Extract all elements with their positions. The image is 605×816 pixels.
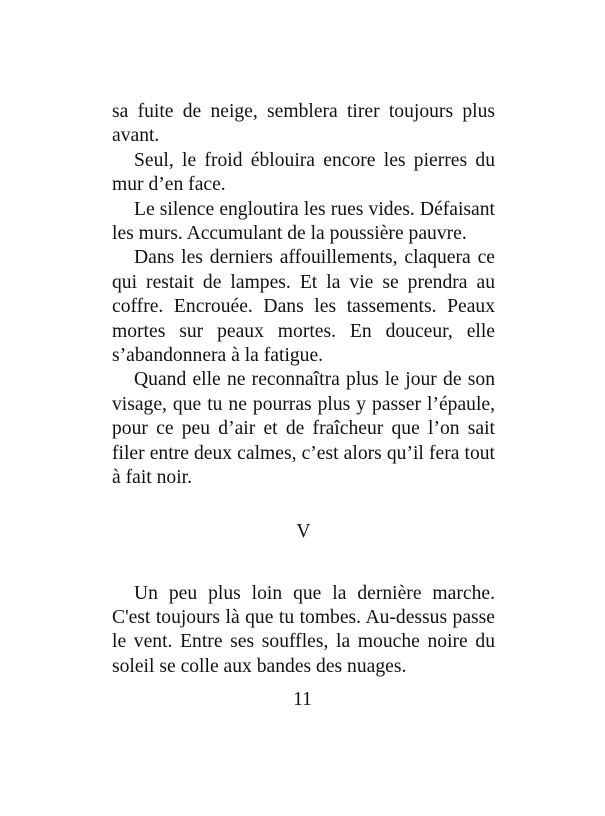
paragraph-continued: sa fuite de neige, semblera tirer toujours plus avant. xyxy=(112,101,495,147)
page-body xyxy=(112,100,495,679)
page-number: 11 xyxy=(293,689,312,710)
paragraph: Quand elle ne reconnaîtra plus le jour de son visage, que tu ne pourras plus y passer l’épaule, pour ce peu d’air et de fraîcheur que l’on sait filer entre deux calmes, c’est alors qu’il fera tout à fait noir. xyxy=(112,369,495,489)
paragraph: Dans les derniers affouillements, claquera ce qui restait de lampes. Et la vie se prendra au coffre. Encrouée. Dans les tassements. Peaux mortes sur peaux mortes. En douceur, elle s’abandonnera à la fatigue. xyxy=(112,247,495,367)
paragraph: Seul, le froid éblouira encore les pierres du mur d’en face. xyxy=(112,149,495,196)
paragraph: Un peu plus loin que la dernière marche. C'est toujours là que tu tombes. Au-dessus passe le vent. Entre ses souffles, la mouche noire du soleil se colle aux bandes des nuages. xyxy=(112,582,495,677)
section-heading: V xyxy=(296,520,311,542)
paragraph: Le silence engloutira les rues vides. Défaisant les murs. Accumulant de la poussière pauvre. xyxy=(112,198,495,245)
